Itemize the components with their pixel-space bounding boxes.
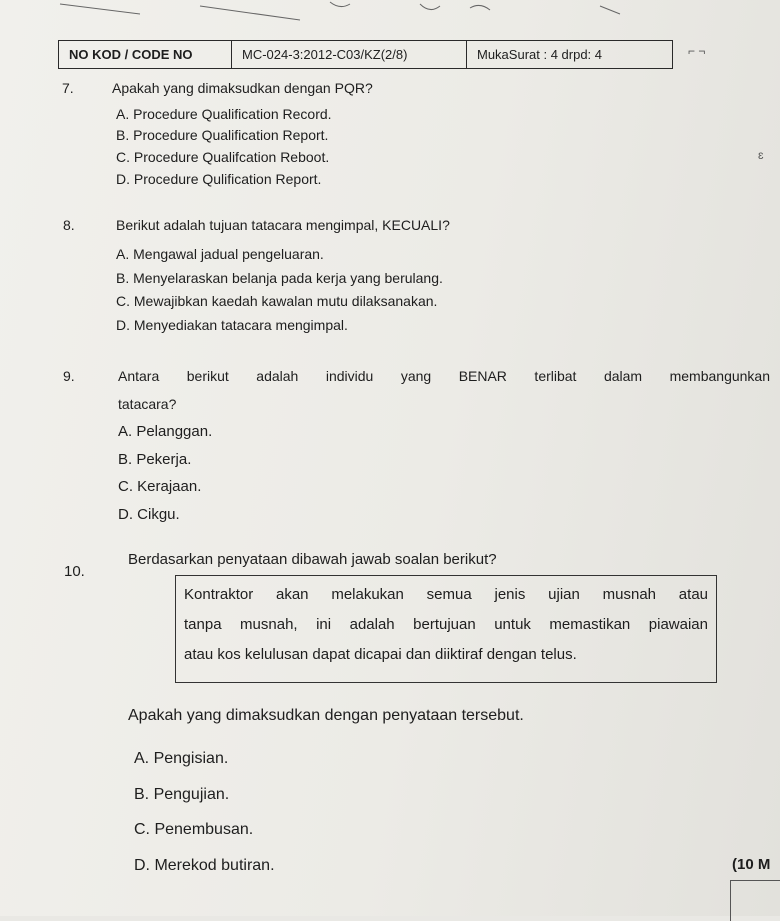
question-9-option-b: B. Pekerja. xyxy=(118,451,192,468)
question-9-text-line2: tatacara? xyxy=(118,396,177,412)
marks-box-edge xyxy=(730,880,780,921)
statement-line-2: tanpa musnah, ini adalah bertujuan untuk memastikan piawaian xyxy=(184,616,708,633)
question-7-option-c: C. Procedure Qualifcation Reboot. xyxy=(116,149,330,165)
question-9-option-c: C. Kerajaan. xyxy=(118,478,202,495)
margin-scribble: ⌐ ¬ xyxy=(688,44,706,58)
question-10-text: Berdasarkan penyataan dibawah jawab soalan berikut? xyxy=(128,551,497,568)
total-marks: (10 M xyxy=(732,856,771,873)
top-edge-sketch xyxy=(0,0,780,40)
question-8-text: Berikut adalah tujuan tatacara mengimpal, KECUALI? xyxy=(116,217,450,233)
question-10-option-b: B. Pengujian. xyxy=(134,786,230,803)
question-10-option-c: C. Penembusan. xyxy=(134,821,254,838)
question-10-prompt: Apakah yang dimaksudkan dengan penyataan tersebut. xyxy=(128,707,524,724)
question-7-option-b: B. Procedure Qualification Report. xyxy=(116,127,329,143)
question-7-text: Apakah yang dimaksudkan dengan PQR? xyxy=(112,80,373,96)
question-8-option-a: A. Mengawal jadual pengeluaran. xyxy=(116,246,324,262)
code-label: NO KOD / CODE NO xyxy=(59,41,232,69)
question-9-text-line1: Antara berikut adalah individu yang BENAR terlibat dalam membangunkan xyxy=(118,368,770,384)
margin-scribble-2: ɛ xyxy=(758,148,764,162)
question-7-number: 7. xyxy=(62,80,74,96)
question-9-option-a: A. Pelanggan. xyxy=(118,423,213,440)
page-number: MukaSurat : 4 drpd: 4 xyxy=(467,41,673,69)
question-8-number: 8. xyxy=(63,217,75,233)
question-7-option-d: D. Procedure Qulification Report. xyxy=(116,171,322,187)
header-table xyxy=(58,40,673,69)
question-9-option-d: D. Cikgu. xyxy=(118,506,180,523)
statement-box xyxy=(175,575,717,683)
statement-line-1: Kontraktor akan melakukan semua jenis ujian musnah atau xyxy=(184,586,708,603)
question-9-number: 9. xyxy=(63,368,75,384)
question-10-option-d: D. Merekod butiran. xyxy=(134,857,275,874)
question-10-number: 10. xyxy=(64,563,85,580)
question-8-option-d: D. Menyediakan tatacara mengimpal. xyxy=(116,317,348,333)
statement-line-3: atau kos kelulusan dapat dicapai dan diiktiraf dengan telus. xyxy=(184,646,577,663)
code-number: MC-024-3:2012-C03/KZ(2/8) xyxy=(232,41,467,69)
question-10-option-a: A. Pengisian. xyxy=(134,750,229,767)
question-8-option-b: B. Menyelaraskan belanja pada kerja yang berulang. xyxy=(116,270,443,286)
question-7-option-a: A. Procedure Qualification Record. xyxy=(116,106,332,122)
question-8-option-c: C. Mewajibkan kaedah kawalan mutu dilaksanakan. xyxy=(116,293,438,309)
